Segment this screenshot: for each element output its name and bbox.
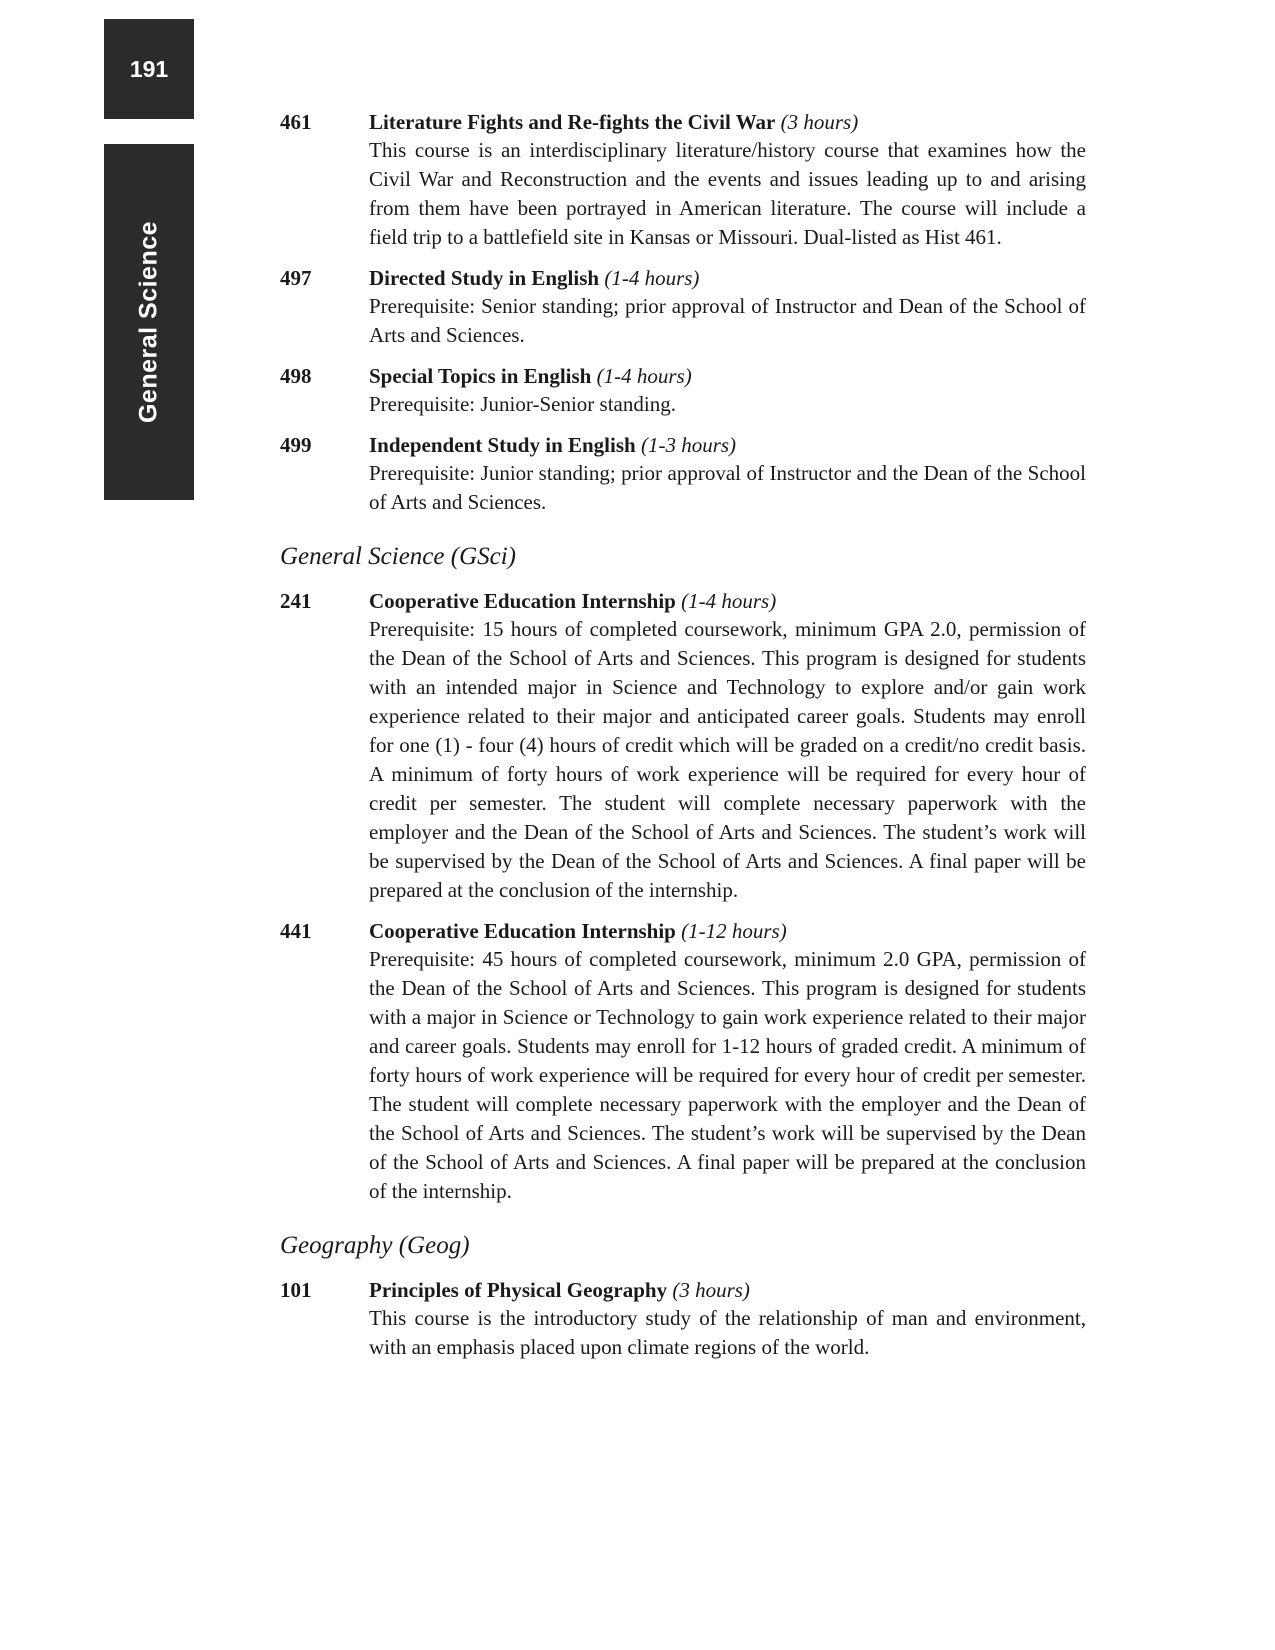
course-description: Prerequisite: 45 hours of completed coursework, minimum 2.0 GPA, permission of the Dean of the School of Arts and Sciences. This program is designed for students with a major in Science or Technology to gain work experience related to their major and career goals. Students may enroll for 1-12 hours of graded credit. A minimum of forty hours of work experience will be required for every hour of credit per semester. The student will complete necessary paperwork with the employer and the Dean of the School of Arts and Sciences. The student’s work will be supervised by the Dean of the School of Arts and Sciences. A final paper will be prepared at the conclusion of the internship.	[369, 947, 1086, 1203]
course-title: Independent Study in English	[369, 433, 636, 457]
course-hours: (1-4 hours)	[596, 364, 692, 388]
course-hours: (1-3 hours)	[640, 433, 737, 457]
catalog-content	[280, 108, 1086, 1374]
course-title: Cooperative Education Internship	[369, 589, 676, 613]
course-title: Directed Study in English	[369, 266, 600, 290]
course-description: This course is an interdisciplinary literature/history course that examines how the Civil War and Reconstruction and the events and issues leading up to and arising from them have been portrayed in American literature. The course will include a field trip to a battlefield site in Kansas or Missouri. Dual-listed as Hist 461.	[369, 138, 1086, 249]
course-entry	[280, 264, 1086, 350]
course-body	[369, 587, 1086, 905]
course-hours: (1-4 hours)	[604, 266, 700, 290]
course-number: 101	[280, 1278, 312, 1302]
course-heading	[369, 1276, 1086, 1304]
course-hours: (1-12 hours)	[681, 919, 787, 943]
course-heading	[369, 108, 1086, 136]
course-number: 461	[280, 110, 312, 134]
course-heading	[369, 264, 1086, 292]
course-hours: (1-4 hours)	[681, 589, 777, 613]
course-heading	[369, 587, 1086, 615]
course-entry	[280, 587, 1086, 905]
course-description: Prerequisite: Senior standing; prior approval of Instructor and Dean of the School of Arts and Sciences.	[369, 294, 1086, 347]
course-entry	[280, 362, 1086, 419]
course-title: Literature Fights and Re-fights the Civil War	[369, 110, 776, 134]
course-title: Principles of Physical Geography	[369, 1278, 668, 1302]
course-heading	[369, 431, 1086, 459]
page-number: 191	[129, 55, 169, 82]
course-heading	[369, 917, 1086, 945]
course-number: 441	[280, 919, 312, 943]
course-hours: (3 hours)	[780, 110, 859, 134]
course-entry	[280, 108, 1086, 252]
course-description: Prerequisite: Junior-Senior standing.	[369, 392, 676, 416]
department-heading-general-science: General Science (GSci)	[280, 543, 516, 570]
course-body	[369, 108, 1086, 252]
section-tab-label: General Science	[134, 220, 163, 424]
course-entry	[280, 917, 1086, 1206]
course-number: 498	[280, 364, 312, 388]
course-title: Special Topics in English	[369, 364, 592, 388]
course-entry	[280, 431, 1086, 517]
course-title: Cooperative Education Internship	[369, 919, 676, 943]
course-entry	[280, 1276, 1086, 1362]
course-body	[369, 264, 1086, 350]
page-number-tab	[104, 19, 194, 119]
course-heading	[369, 362, 1086, 390]
course-description: Prerequisite: Junior standing; prior approval of Instructor and the Dean of the School of Arts and Sciences.	[369, 461, 1086, 514]
course-body	[369, 1276, 1086, 1362]
course-body	[369, 362, 1086, 419]
course-number: 241	[280, 589, 312, 613]
course-body	[369, 917, 1086, 1206]
department-heading-geography: Geography (Geog)	[280, 1232, 470, 1259]
course-body	[369, 431, 1086, 517]
course-number: 497	[280, 266, 312, 290]
course-description: This course is the introductory study of the relationship of man and environment, with an emphasis placed upon climate regions of the world.	[369, 1306, 1086, 1359]
course-hours: (3 hours)	[672, 1278, 750, 1302]
course-description: Prerequisite: 15 hours of completed coursework, minimum GPA 2.0, permission of the Dean of the School of Arts and Sciences. This program is designed for students with an intended major in Science and Technology to explore and/or gain work experience related to their major and anticipated career goals. Students may enroll for one (1) - four (4) hours of credit which will be graded on a credit/no credit basis. A minimum of forty hours of work experience will be required for every hour of credit per semester. The student will complete necessary paperwork with the employer and the Dean of the School of Arts and Sciences. The student’s work will be supervised by the Dean of the School of Arts and Sciences. A final paper will be prepared at the conclusion of the internship.	[369, 617, 1086, 902]
course-number: 499	[280, 433, 312, 457]
section-tab	[104, 144, 194, 500]
